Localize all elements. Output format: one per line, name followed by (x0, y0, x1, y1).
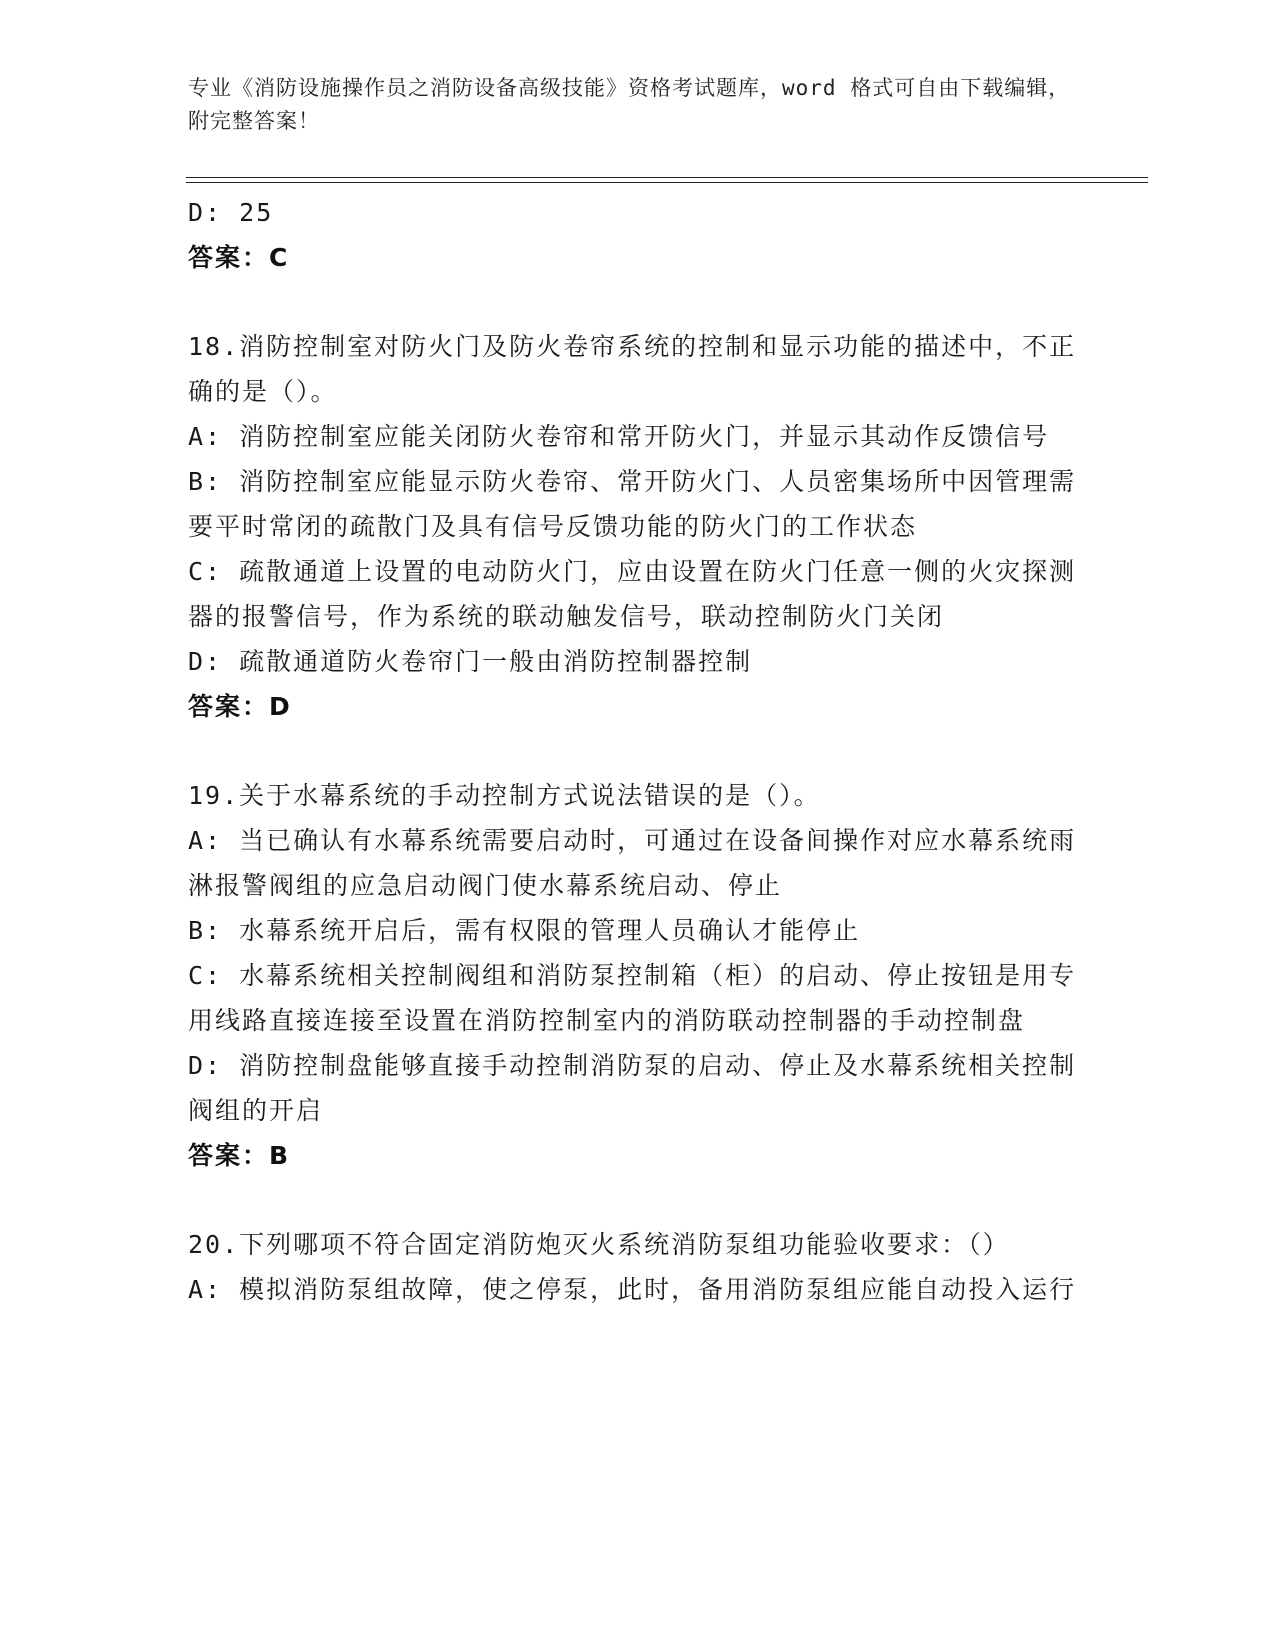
spacer (188, 280, 1088, 324)
option-a: A: 当已确认有水幕系统需要启动时，可通过在设备间操作对应水幕系统雨淋报警阀组的应急启动阀门使水幕系统启动、停止 (188, 826, 1077, 900)
spacer (188, 729, 1088, 773)
page-content (188, 190, 1088, 1312)
option-c: C: 水幕系统相关控制阀组和消防泵控制箱（柜）的启动、停止按钮是用专用线路直接连接至设置在消防控制室内的消防联动控制器的手动控制盘 (188, 961, 1077, 1035)
question-20 (188, 1222, 1088, 1312)
header-title: 专业《消防设施操作员之消防设备高级技能》资格考试题库，word 格式可自由下载编辑，附完整答案！ (188, 76, 1071, 133)
prev-question-tail (188, 190, 1088, 280)
option-a: A: 消防控制室应能关闭防火卷帘和常开防火门，并显示其动作反馈信号 (188, 422, 1050, 451)
question-stem: 19.关于水幕系统的手动控制方式说法错误的是（）。 (188, 781, 821, 810)
option-a: A: 模拟消防泵组故障，使之停泵，此时，备用消防泵组应能自动投入运行 (188, 1275, 1077, 1304)
option-d: D: 疏散通道防火卷帘门一般由消防控制器控制 (188, 647, 753, 676)
answer: 答案：D (188, 692, 292, 721)
option-b: B: 水幕系统开启后，需有权限的管理人员确认才能停止 (188, 916, 861, 945)
header-divider-top (186, 177, 1148, 178)
answer: 答案：C (188, 243, 290, 272)
page-header (188, 72, 1088, 138)
option-c: C: 疏散通道上设置的电动防火门，应由设置在防火门任意一侧的火灾探测器的报警信号，作为系统的联动触发信号，联动控制防火门关闭 (188, 557, 1077, 631)
question-19 (188, 773, 1088, 1178)
question-18 (188, 324, 1088, 729)
question-stem: 18.消防控制室对防火门及防火卷帘系统的控制和显示功能的描述中，不正确的是（）。 (188, 332, 1077, 406)
spacer (188, 1178, 1088, 1222)
option-b: B: 消防控制室应能显示防火卷帘、常开防火门、人员密集场所中因管理需要平时常闭的疏散门及具有信号反馈功能的防火门的工作状态 (188, 467, 1077, 541)
question-stem: 20.下列哪项不符合固定消防炮灭火系统消防泵组功能验收要求：（） (188, 1230, 1010, 1259)
option-d: D: 25 (188, 198, 274, 227)
header-divider-bottom (186, 182, 1148, 183)
answer: 答案：B (188, 1141, 291, 1170)
option-d: D: 消防控制盘能够直接手动控制消防泵的启动、停止及水幕系统相关控制阀组的开启 (188, 1051, 1077, 1125)
